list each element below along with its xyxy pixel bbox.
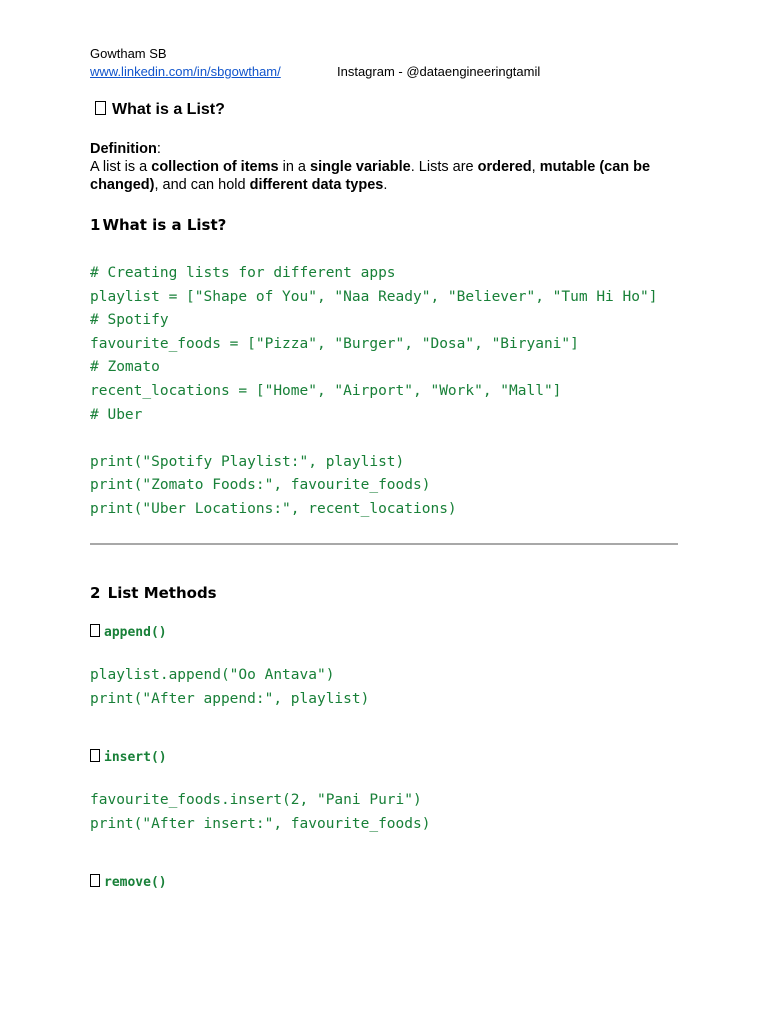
code-line: print("After insert:", favourite_foods) <box>90 815 431 832</box>
section-1-heading <box>90 216 226 234</box>
section-1-title: What is a List? <box>102 216 227 234</box>
code-line: playlist.append("Oo Antava") <box>90 667 335 683</box>
section-2-number: 2 <box>90 584 101 602</box>
horizontal-divider <box>90 543 678 545</box>
code-line: playlist = ["Shape of You", "Naa Ready", "Believer", "Tum Hi Ho"] <box>90 288 658 305</box>
code-line: # Creating lists for different apps <box>90 265 396 281</box>
definition-part: ordered <box>477 159 532 175</box>
code-line: # Uber <box>90 406 143 423</box>
code-line <box>90 427 657 451</box>
intro-heading-text: What is a List? <box>112 101 225 118</box>
missing-glyph-icon <box>95 101 106 115</box>
intro-heading <box>95 101 225 119</box>
missing-glyph-icon <box>90 624 100 637</box>
definition-part: . <box>383 177 388 193</box>
method-insert-code <box>90 789 430 836</box>
method-append-heading <box>90 624 167 640</box>
author-name: Gowtham SB <box>90 46 167 61</box>
definition-part: . Lists are <box>410 159 478 175</box>
code-line: print("Uber Locations:", recent_locations) <box>90 500 457 517</box>
missing-glyph-icon <box>90 749 100 762</box>
code-line: print("After append:", playlist) <box>90 690 370 707</box>
section-1-number: 1 <box>90 216 101 234</box>
section-1-code-block <box>90 262 657 522</box>
definition-part: mutable (can be changed) <box>90 159 651 193</box>
code-line: print("Spotify Playlist:", playlist) <box>90 453 405 470</box>
linkedin-link[interactable]: www.linkedin.com/in/sbgowtham/ <box>90 64 281 79</box>
method-remove-heading <box>90 874 167 890</box>
method-append-name: append() <box>104 625 167 640</box>
method-remove-name: remove() <box>104 875 167 890</box>
code-line: print("Zomato Foods:", favourite_foods) <box>90 477 431 494</box>
code-line: favourite_foods = ["Pizza", "Burger", "Dosa", "Biryani"] <box>90 335 579 352</box>
definition-part: different data types <box>249 177 384 193</box>
definition-part: in a <box>278 159 310 175</box>
definition-text <box>90 158 690 194</box>
code-line: # Spotify <box>90 312 169 329</box>
definition-colon: : <box>156 141 161 157</box>
code-line: recent_locations = ["Home", "Airport", "Work", "Mall"] <box>90 382 562 399</box>
instagram-handle: Instagram - @dataengineeringtamil <box>337 64 541 79</box>
code-line: favourite_foods.insert(2, "Pani Puri") <box>90 792 422 808</box>
definition-part: , <box>531 159 540 175</box>
definition-part: A list is a <box>90 159 152 175</box>
definition-block <box>90 140 690 194</box>
definition-part: collection of items <box>151 159 279 175</box>
definition-label: Definition <box>90 141 157 157</box>
method-insert-name: insert() <box>104 750 167 765</box>
code-line: # Zomato <box>90 359 160 376</box>
section-2-title: List Methods <box>107 584 217 602</box>
section-2-heading <box>90 584 217 602</box>
method-insert-heading <box>90 749 167 765</box>
missing-glyph-icon <box>90 874 100 887</box>
definition-part: single variable <box>310 159 411 175</box>
definition-part: , and can hold <box>154 177 250 193</box>
method-append-code <box>90 664 369 711</box>
